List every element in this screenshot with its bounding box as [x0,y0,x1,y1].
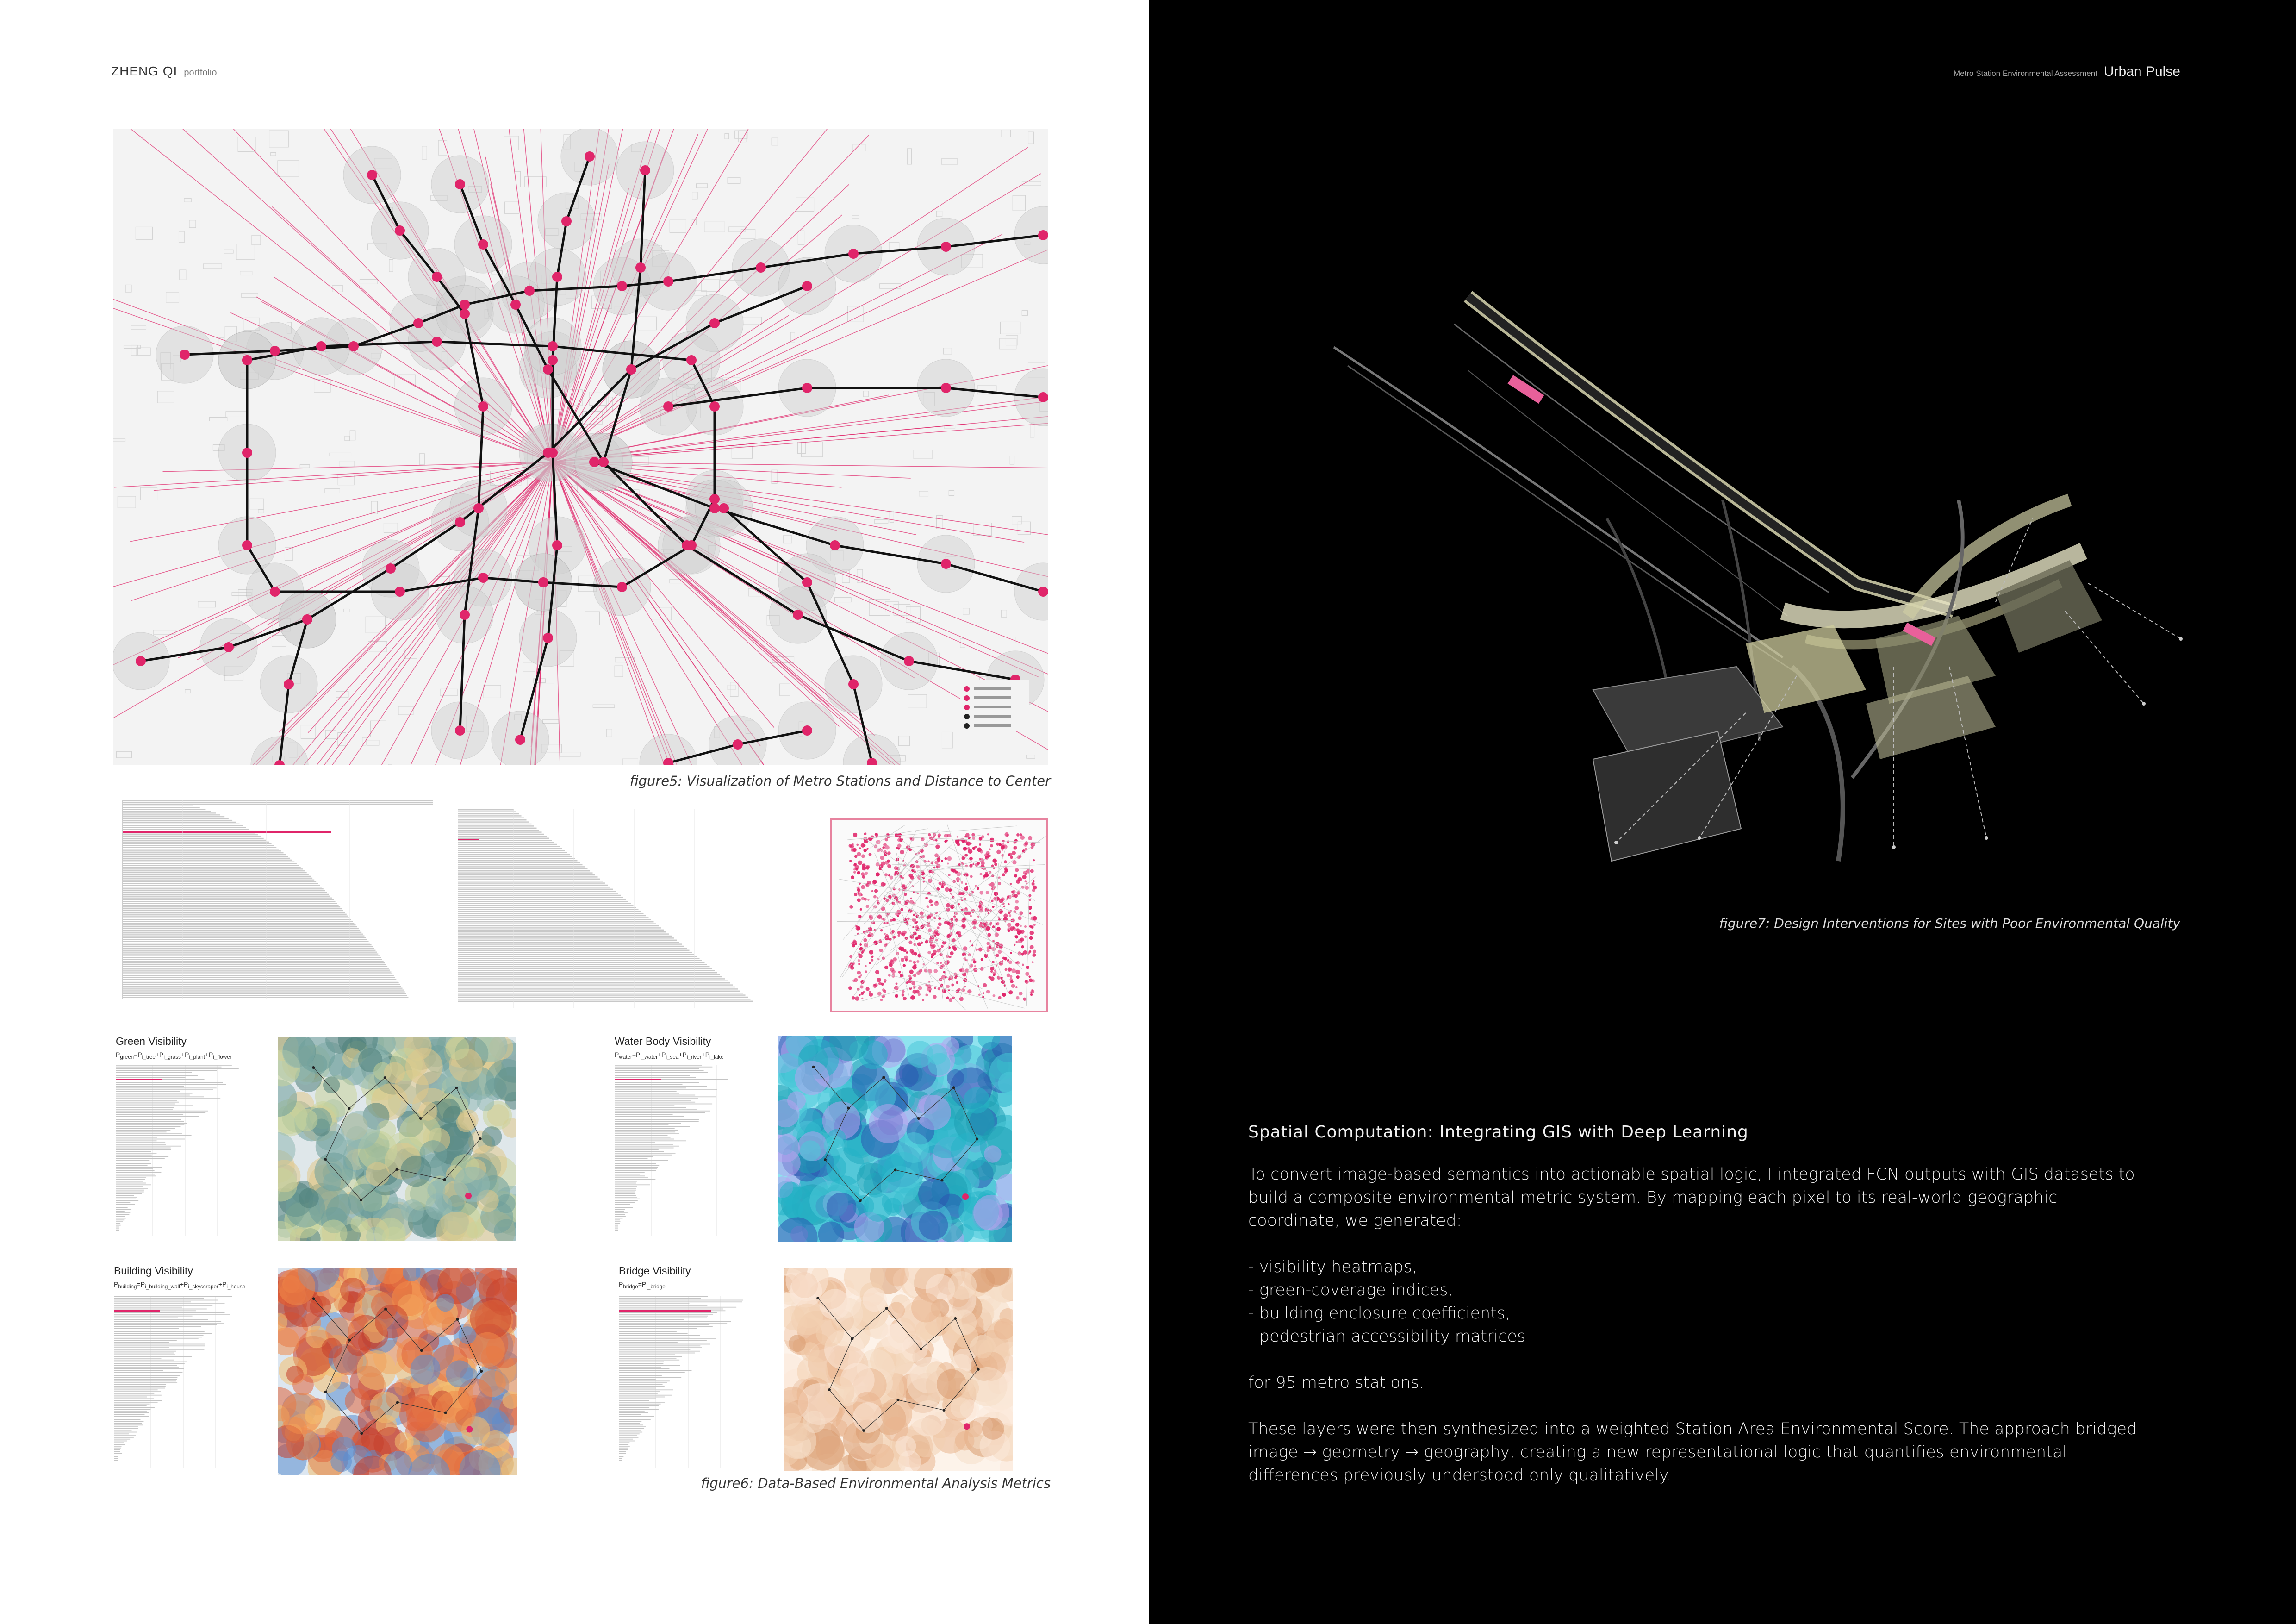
bridge-bar-graphic [619,1296,758,1472]
bullet-item: - green-coverage indices, [1248,1281,1453,1299]
green-bar-chart [116,1065,255,1241]
author-name: ZHENG QI [111,64,178,78]
metro-station-map [113,129,1048,765]
conclusion-paragraph: These layers were then synthesized into a weighted Station Area Environmental Score. The approach bridged image → geometry → geography, creating a new representational logic that quantifies environmental differences previously understood only qualitatively. [1248,1420,2137,1485]
bullet-item: - building enclosure coefficients, [1248,1304,1511,1323]
author-header [111,64,217,79]
building-bar-chart [114,1296,253,1472]
building-heatmap-graphic [278,1268,517,1475]
bridge-visibility-title: Bridge Visibility [619,1265,691,1277]
axonometric-graphic [1274,259,2218,898]
building-heatmap [278,1268,517,1475]
water-bar-chart [615,1065,753,1241]
design-intervention-axonometric [1274,259,2218,898]
section-heading: Spatial Computation: Integrating GIS with Deep Learning [1248,1123,1748,1142]
intro-paragraph: To convert image-based semantics into actionable spatial logic, I integrated FCN outputs with GIS datasets to build a composite environmental metric system. By mapping each pixel to its real-world geographic coordinate, we generated: [1248,1165,2135,1230]
figure6-caption: figure6: Data-Based Environmental Analysis Metrics [701,1475,1051,1491]
green-heatmap-graphic [278,1037,516,1241]
station-network-map [830,818,1048,1012]
water-heatmap-graphic [778,1036,1012,1242]
bridge-bar-chart [619,1296,758,1472]
water-visibility-formula: $P_{water}=P_{i\_water}+P_{i\_sea}+P_{i\_river}+P_{i\_lake}$ [615,1051,724,1060]
bridge-heatmap-graphic [784,1268,1013,1471]
water-visibility-title: Water Body Visibility [615,1035,711,1047]
right-page [1149,0,2296,1624]
author-subtitle: portfolio [184,68,217,78]
project-title: Urban Pulse [2103,64,2180,79]
bridge-visibility-formula: $P_{bridge}=P_{i\_bridge}$ [619,1280,666,1290]
project-header [1954,64,2180,80]
building-bar-graphic [114,1296,253,1472]
bridge-heatmap [784,1268,1013,1471]
green-bar-graphic [116,1065,255,1241]
distance-bar-chart [113,800,440,1004]
stations-paragraph: for 95 metro stations. [1248,1374,1425,1392]
metro-map-graphic [113,129,1048,765]
building-visibility-title: Building Visibility [114,1265,193,1277]
network-map-graphic [832,820,1046,1011]
green-visibility-formula: $P_{green}=P_{i\_tree}+P_{i\_grass}+P_{i\_plant}+P_{i\_flower}$ [116,1051,232,1060]
bullet-item: - pedestrian accessibility matrices [1248,1327,1526,1346]
water-bar-graphic [615,1065,753,1241]
station-bar-graphic [458,809,778,1013]
station-bar-chart [458,809,778,1013]
figure5-caption: figure5: Visualization of Metro Stations and Distance to Center [629,773,1051,789]
description-text [1248,1123,2151,1487]
bullet-item: - visibility heatmaps, [1248,1258,1418,1276]
distance-bar-graphic [113,800,440,1004]
project-subtitle: Metro Station Environmental Assessment [1954,69,2097,78]
water-heatmap [778,1036,1012,1242]
green-visibility-title: Green Visibility [116,1035,187,1047]
green-heatmap [278,1037,516,1241]
building-visibility-formula: $P_{building}=P_{i\_building\_wall}+P_{i\_skyscraper}+P_{i\_house}$ [114,1280,246,1290]
figure7-caption: figure7: Design Interventions for Sites with Poor Environmental Quality [1719,916,2180,931]
